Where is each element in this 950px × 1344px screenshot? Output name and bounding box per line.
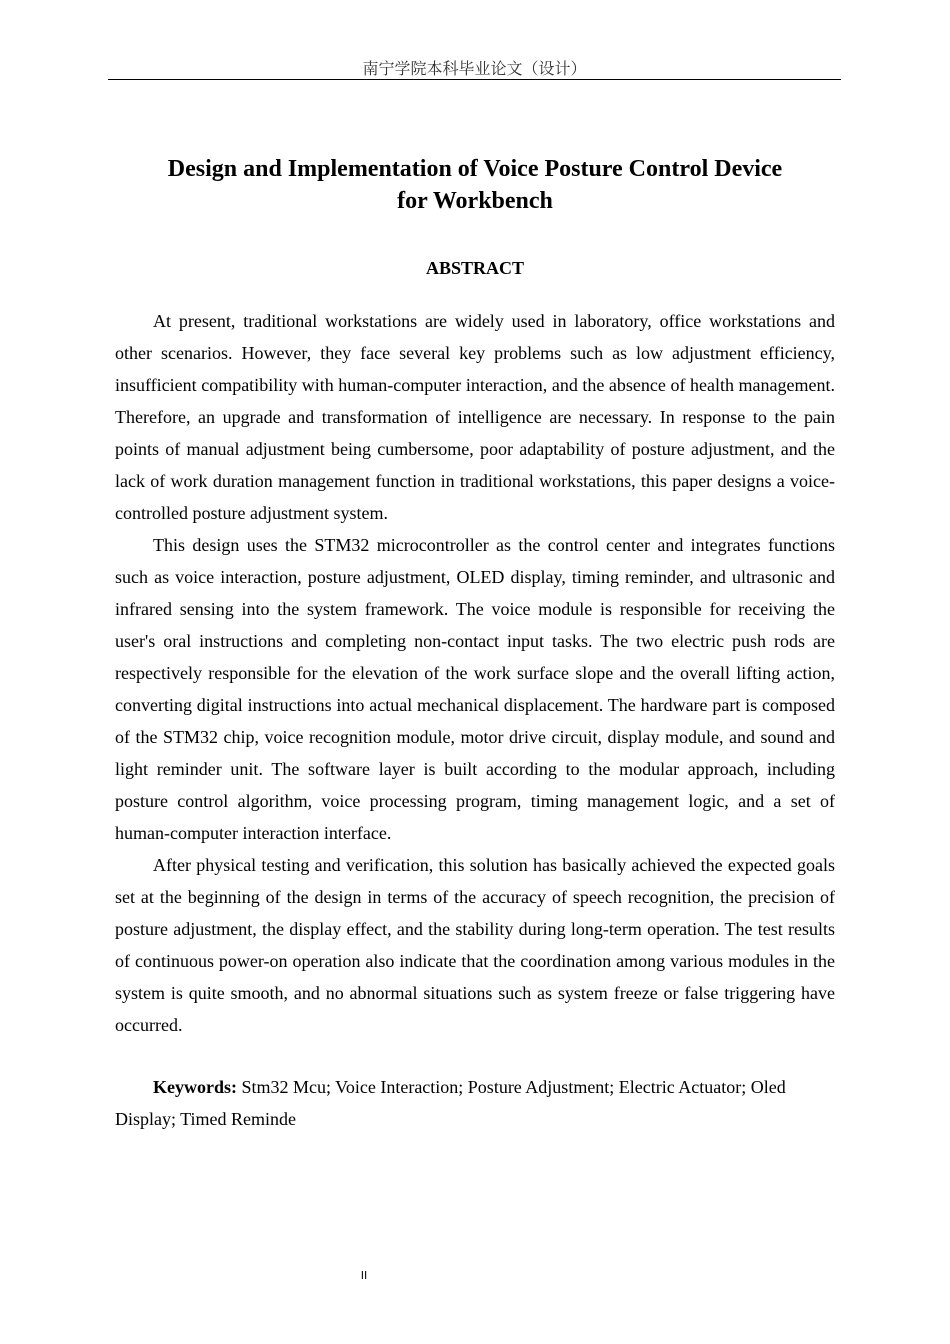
header-divider xyxy=(108,79,841,80)
abstract-paragraph-1: At present, traditional workstations are widely used in laboratory, office workstations and other scenarios. However, they face several key problems such as low adjustment efficiency, insufficient compatibility with human-computer interaction, and the absence of health management. Therefore, an upgrade and transformation of intelligence are necessary. In response to the pain points of manual adjustment being cumbersome, poor adaptability of posture adjustment, and the lack of work duration management function in traditional workstations, this paper designs a voice-controlled posture adjustment system. xyxy=(115,311,835,523)
keywords-label: Keywords: xyxy=(153,1077,237,1097)
keywords xyxy=(115,1071,835,1135)
title-line-2: for Workbench xyxy=(397,188,553,214)
keywords-text: Stm32 Mcu; Voice Interaction; Posture Adjustment; Electric Actuator; Oled Display; Timed Reminde xyxy=(115,1077,786,1129)
page-number: II xyxy=(360,1269,368,1282)
title-line-1: Design and Implementation of Voice Posture Control Device xyxy=(167,156,783,182)
abstract-paragraph-3: After physical testing and verification, this solution has basically achieved the expected goals set at the beginning of the design in terms of the accuracy of speech recognition, the precision of posture adjustment, the display effect, and the stability during long-term operation. The test results of continuous power-on operation also indicate that the coordination among various modules in the system is quite smooth, and no abnormal situations such as system freeze or false triggering have occurred. xyxy=(115,855,835,1035)
running-header: 南宁学院本科毕业论文（设计） xyxy=(362,59,587,78)
abstract-heading: ABSTRACT xyxy=(425,258,525,278)
abstract-body xyxy=(115,305,835,1041)
document-title xyxy=(115,153,835,217)
abstract-paragraph-2: This design uses the STM32 microcontroller as the control center and integrates functions such as voice interaction, posture adjustment, OLED display, timing reminder, and ultrasonic and infrared sensing into the system framework. The voice module is responsible for receiving the user's oral instructions and completing non-contact input tasks. The two electric push rods are respectively responsible for the elevation of the work surface slope and the overall lifting action, converting digital instructions into actual mechanical displacement. The hardware part is composed of the STM32 chip, voice recognition module, motor drive circuit, display module, and sound and light reminder unit. The software layer is built according to the modular approach, including posture control algorithm, voice processing program, timing management logic, and a set of human-computer interaction interface. xyxy=(115,535,835,843)
